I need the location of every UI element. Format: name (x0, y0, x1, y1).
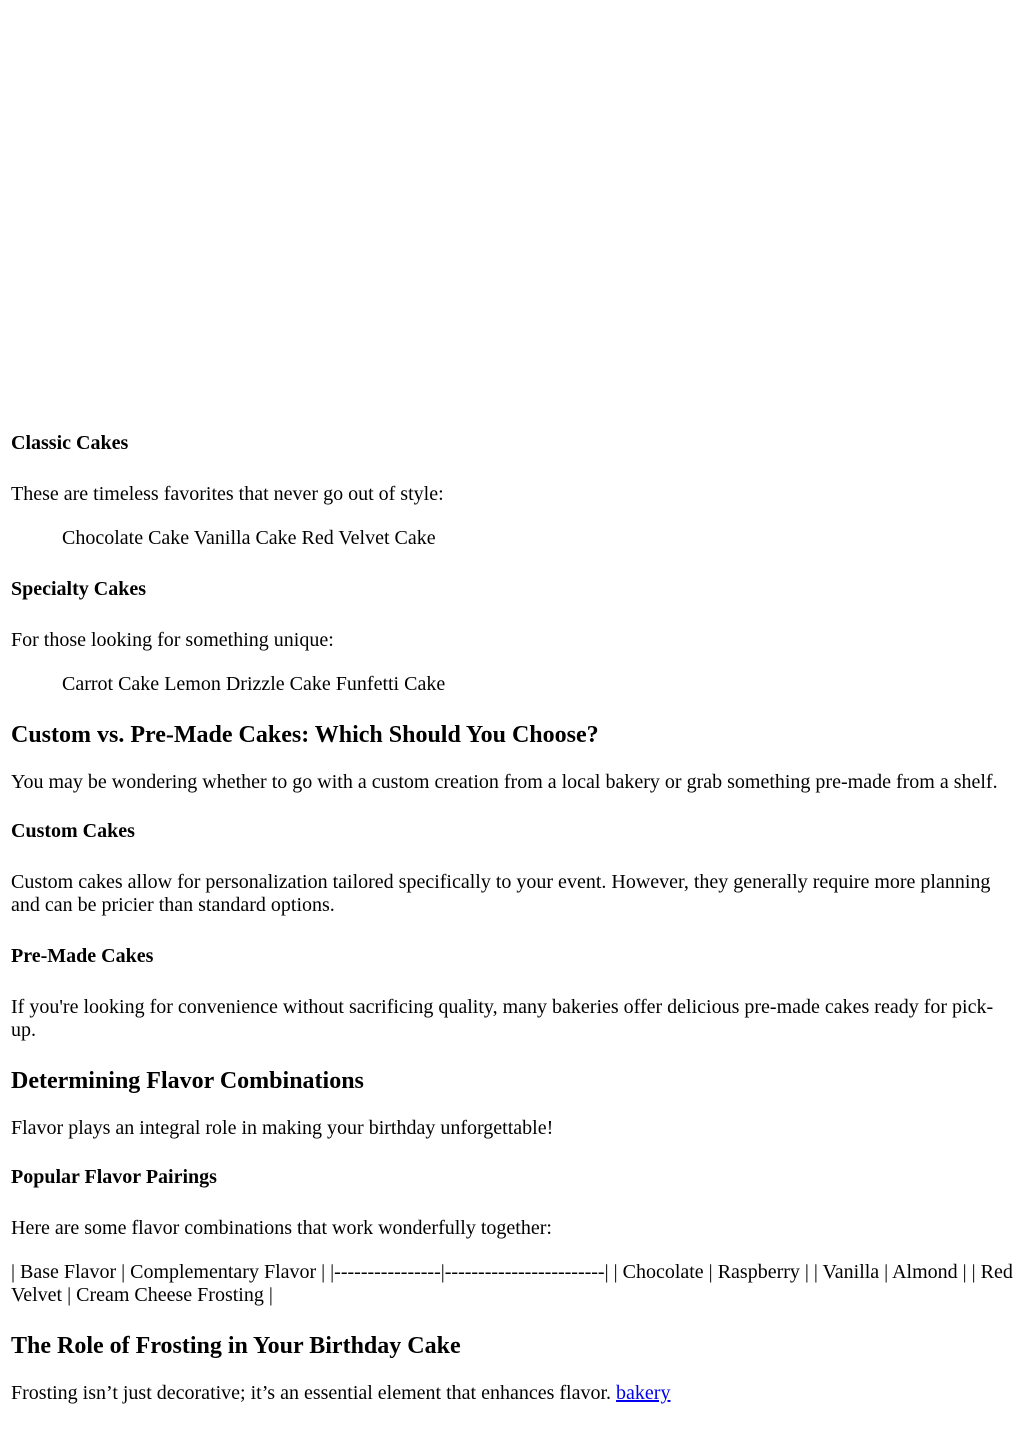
frosting-role-sentence: Frosting isn’t just decorative; it’s an essential element that enhances flavor. (11, 1382, 612, 1404)
blank-image-area (0, 0, 1024, 432)
flavor-combinations-heading: Determining Flavor Combinations (11, 1068, 364, 1094)
classic-cakes-heading: Classic Cakes (11, 432, 129, 454)
custom-vs-premade-text: You may be wondering whether to go with a custom creation from a local bakery or grab something pre-made from a shelf. (11, 771, 998, 793)
classic-cakes-intro: These are timeless favorites that never go out of style: (11, 483, 444, 505)
specialty-cakes-heading: Specialty Cakes (11, 578, 146, 600)
custom-vs-premade-heading: Custom vs. Pre-Made Cakes: Which Should You Choose? (11, 722, 599, 748)
specialty-cakes-intro: For those looking for something unique: (11, 629, 334, 651)
bakery-link[interactable]: bakery (616, 1382, 671, 1404)
flavor-pairings-table-text: | Base Flavor | Complementary Flavor | |----------------|------------------------| | Chocolate | Raspberry | | Vanilla | Almond | | Red Velvet | Cream Cheese Frosting | (11, 1261, 1013, 1306)
custom-cakes-heading: Custom Cakes (11, 820, 135, 842)
popular-pairings-intro: Here are some flavor combinations that work wonderfully together: (11, 1217, 552, 1239)
custom-cakes-text: Custom cakes allow for personalization tailored specifically to your event. However, they generally require more planning and can be pricier than standard options. (11, 871, 991, 916)
specialty-cakes-list: Carrot Cake Lemon Drizzle Cake Funfetti Cake (62, 673, 446, 695)
premade-cakes-text: If you're looking for convenience without sacrificing quality, many bakeries offer delicious pre-made cakes ready for pick-up. (11, 996, 994, 1041)
flavor-combinations-text: Flavor plays an integral role in making your birthday unforgettable! (11, 1117, 554, 1139)
premade-cakes-heading: Pre-Made Cakes (11, 945, 154, 967)
article-content (0, 432, 1024, 1405)
frosting-role-text (11, 1382, 1014, 1405)
popular-pairings-heading: Popular Flavor Pairings (11, 1166, 217, 1188)
classic-cakes-list: Chocolate Cake Vanilla Cake Red Velvet Cake (62, 527, 436, 549)
frosting-role-heading: The Role of Frosting in Your Birthday Cake (11, 1333, 461, 1359)
